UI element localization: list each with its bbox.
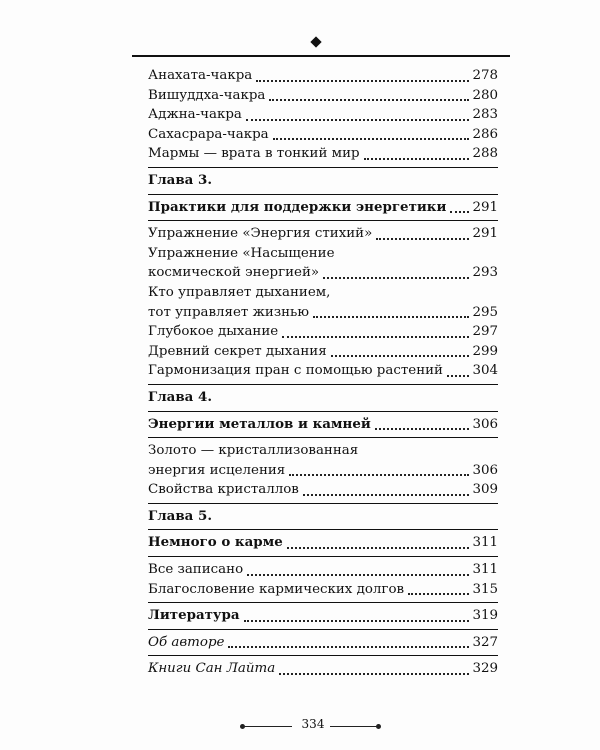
dot-leader (323, 271, 469, 279)
dot-leader (375, 422, 470, 430)
section-rule (148, 220, 498, 221)
dot-leader (331, 349, 470, 357)
entry-title: Упражнение «Энергия стихий» (148, 226, 373, 242)
entry-title: тот управляет жизнью (148, 304, 309, 320)
entry-title: Все записано (148, 562, 244, 578)
chapter-heading: Глава 5. (148, 507, 212, 524)
chapter-title-entry (148, 415, 498, 435)
entry-title: Благословение кармических долгов (148, 581, 405, 597)
toc-entry (148, 144, 498, 164)
section-rule (148, 629, 498, 630)
section-rule (148, 602, 498, 603)
dot-leader (287, 541, 470, 549)
chapter-heading: Глава 4. (148, 388, 212, 405)
header-rule (132, 55, 510, 57)
entry-page: 327 (472, 634, 498, 650)
entry-page: 315 (472, 581, 498, 597)
literature-entry (148, 606, 498, 626)
chapter-title-entry (148, 198, 498, 218)
entry-page: 311 (472, 535, 498, 551)
footer-rule (330, 726, 378, 727)
section-rule (148, 529, 498, 530)
entry-page: 311 (472, 562, 498, 578)
toc-entry (148, 480, 498, 500)
dot-leader (246, 113, 470, 121)
chapter-heading: Глава 3. (148, 171, 212, 188)
section-rule (148, 194, 498, 195)
toc-entry (148, 461, 498, 481)
toc-entry (148, 560, 498, 580)
dot-leader (273, 132, 470, 140)
entry-title: Книги Сан Лайта (148, 661, 276, 677)
entry-title: Мармы — врата в тонкий мир (148, 146, 360, 162)
entry-title: Анахата-чакра (148, 68, 253, 83)
entry-page: 283 (472, 107, 498, 123)
dot-leader (256, 74, 469, 82)
footer-rule (244, 726, 292, 727)
dot-leader (269, 93, 469, 101)
entry-page: 295 (472, 304, 498, 320)
entry-title-line1: Кто управляет дыханием, (148, 284, 331, 300)
dot-leader (408, 587, 469, 595)
chapter-title-entry (148, 533, 498, 553)
entry-page: 288 (472, 146, 498, 162)
footer-dot-ornament-icon (376, 724, 381, 729)
dot-leader (313, 310, 469, 318)
section-rule (148, 655, 498, 656)
entry-title: Об авторе (148, 634, 225, 650)
entry-page: 278 (472, 68, 498, 83)
toc-entry (148, 322, 498, 342)
toc-entry (148, 263, 498, 283)
chapter-title: Практики для поддержки энергетики (148, 198, 447, 215)
dot-leader (247, 568, 469, 576)
section-rule (148, 411, 498, 412)
section-rule (148, 437, 498, 438)
entry-page: 286 (472, 126, 498, 142)
toc-entry (148, 66, 498, 86)
entry-title: Древний секрет дыхания (148, 343, 327, 359)
entry-page: 293 (472, 265, 498, 281)
entry-page: 291 (472, 199, 498, 215)
dot-leader (450, 205, 469, 213)
toc-entry (148, 342, 498, 362)
dot-leader (289, 468, 469, 476)
entry-title: Глубокое дыхание (148, 324, 279, 340)
toc-entry (148, 303, 498, 323)
entry-page: 291 (472, 226, 498, 242)
entry-title: энергия исцеления (148, 462, 286, 478)
dot-leader (228, 640, 469, 648)
dot-leader (303, 488, 470, 496)
dot-leader (376, 232, 469, 240)
chapter-title: Немного о карме (148, 534, 283, 551)
dot-leader (244, 614, 470, 622)
entry-page: 299 (472, 343, 498, 359)
chapter-title: Энергии металлов и камней (148, 415, 371, 432)
toc-entry (148, 580, 498, 600)
entry-page: 319 (472, 608, 498, 624)
entry-page: 329 (472, 661, 498, 677)
entry-page: 309 (472, 482, 498, 498)
entry-title-line1: Золото — кристаллизованная (148, 443, 359, 459)
entry-page: 304 (472, 363, 498, 379)
dot-leader (279, 667, 469, 675)
dot-leader (282, 330, 469, 338)
entry-title: Аджна-чакра (148, 107, 242, 123)
entry-title: Гармонизация пран с помощью растений (148, 363, 443, 379)
books-entry (148, 659, 498, 679)
dot-leader (447, 369, 469, 377)
entry-title: Свойства кристаллов (148, 482, 299, 498)
page-number: 334 (301, 717, 325, 731)
section-rule (148, 384, 498, 385)
entry-title: космической энергией» (148, 265, 320, 281)
toc-entry (148, 125, 498, 145)
toc-entry (148, 361, 498, 381)
page-footer (0, 717, 600, 737)
about-author-entry (148, 633, 498, 653)
section-rule (148, 556, 498, 557)
entry-title: Сахасрара-чакра (148, 126, 269, 142)
entry-page: 306 (472, 462, 498, 478)
entry-page: 280 (472, 87, 498, 103)
table-of-contents (148, 66, 498, 679)
section-rule (148, 167, 498, 168)
dot-leader (364, 152, 470, 160)
entry-title-line1: Упражнение «Насыщение (148, 245, 335, 261)
entry-title: Вишуддха-чакра (148, 87, 266, 103)
toc-entry (148, 224, 498, 244)
toc-entry (148, 86, 498, 106)
section-rule (148, 503, 498, 504)
toc-entry (148, 105, 498, 125)
entry-page: 306 (472, 416, 498, 432)
entry-title: Литература (148, 607, 240, 624)
entry-page: 297 (472, 324, 498, 340)
diamond-ornament-icon (310, 36, 321, 47)
